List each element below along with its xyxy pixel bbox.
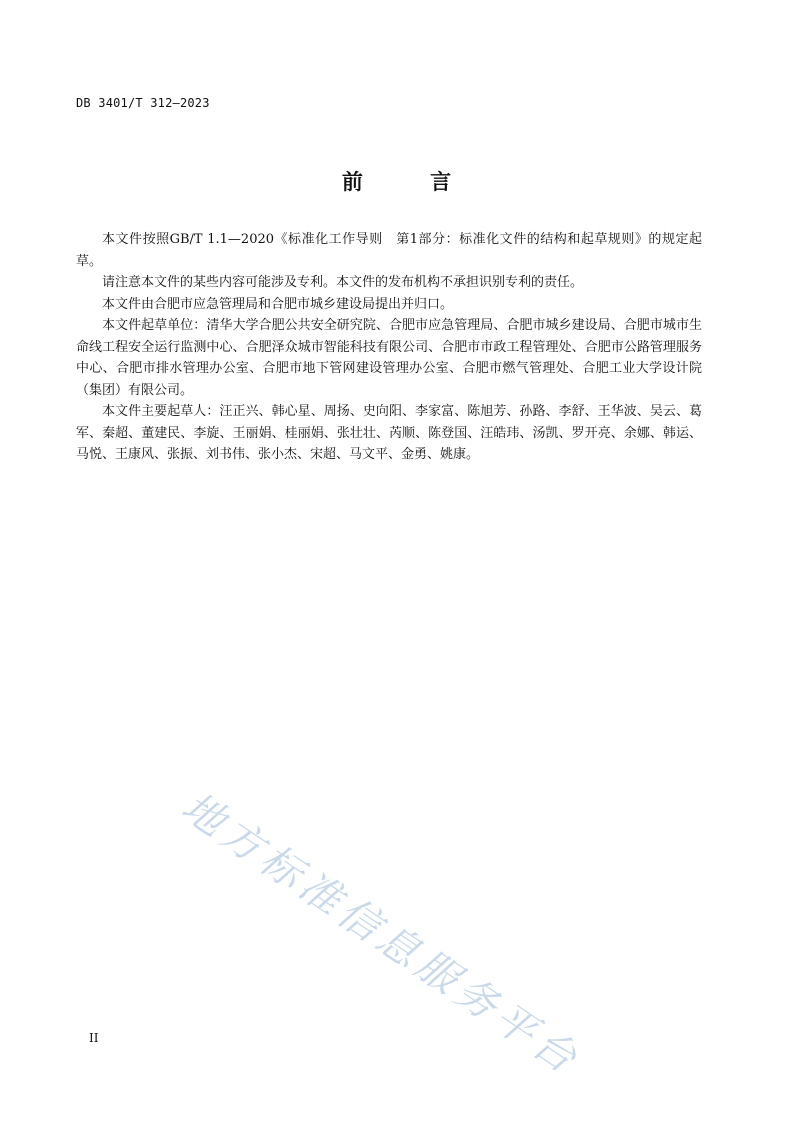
paragraph-drafting-rules: 本文件按照GB/T 1.1—2020《标准化工作导则 第1部分：标准化文件的结构和起草规则》的规定起草。 bbox=[76, 232, 702, 269]
watermark: 地方标准信息服务平台 bbox=[173, 782, 590, 1086]
document-code: DB 3401/T 312—2023 bbox=[76, 96, 210, 110]
page-title: 前 言 bbox=[341, 170, 482, 194]
paragraph-drafting-units: 本文件起草单位：清华大学合肥公共安全研究院、合肥市应急管理局、合肥市城乡建设局、合肥市城市生命线工程安全运行监测中心、合肥泽众城市智能科技有限公司、合肥市市政工程管理处、合肥市公路管理服务中心、合肥市排水管理办公室、合肥市地下管网建设管理办公室、合肥市燃气管理处、合肥工业大学设计院（集团）有限公司。 bbox=[76, 318, 702, 398]
paragraph-drafters: 本文件主要起草人：汪正兴、韩心星、周扬、史向阳、李家富、陈旭芳、孙路、李舒、王华波、吴云、葛军、秦超、董建民、李旋、王丽娟、桂丽娟、张壮壮、芮顺、陈登国、汪皓玮、汤凯、罗开亮、余娜、韩运、马悦、王康风、张振、刘书伟、张小杰、宋超、马文平、金勇、姚康。 bbox=[76, 404, 702, 462]
page-number: II bbox=[89, 1031, 99, 1045]
paragraph-proposer: 本文件由合肥市应急管理局和合肥市城乡建设局提出并归口。 bbox=[102, 296, 454, 312]
paragraph-patent-notice: 请注意本文件的某些内容可能涉及专利。本文件的发布机构不承担识别专利的责任。 bbox=[102, 275, 584, 290]
foreword-body bbox=[76, 229, 702, 466]
